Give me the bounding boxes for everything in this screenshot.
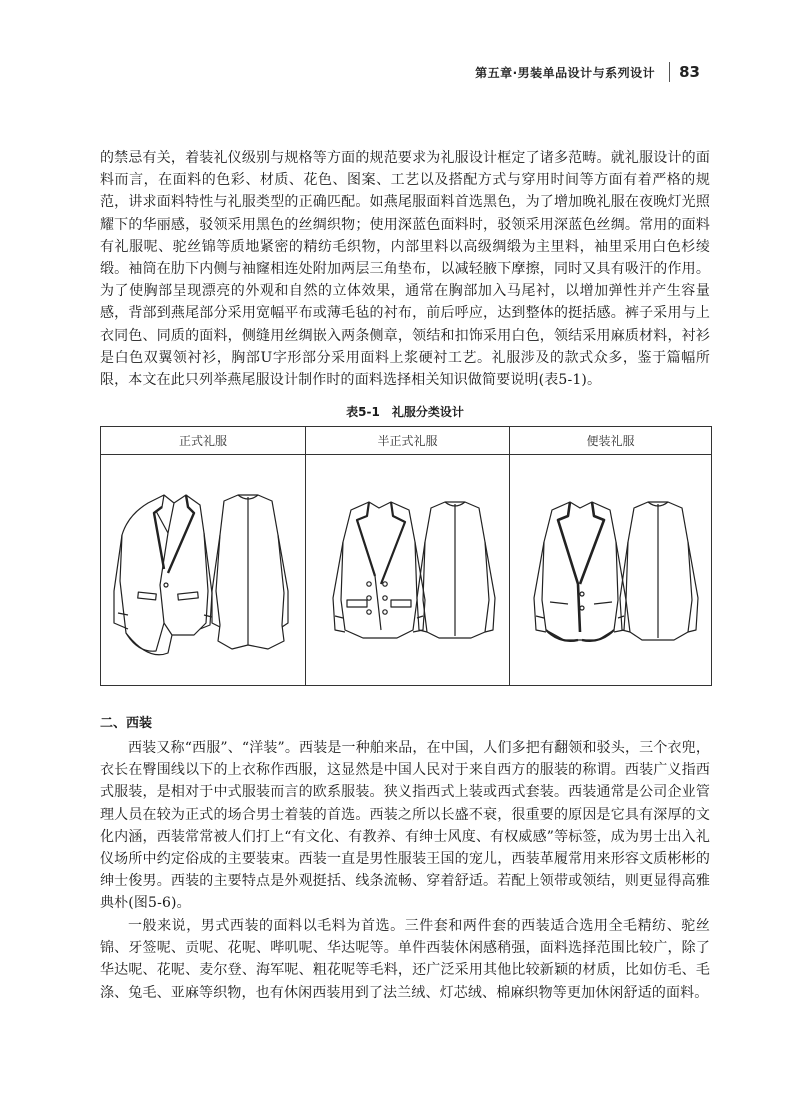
formal-cell <box>101 455 306 686</box>
semi-formal-cell <box>306 455 510 686</box>
running-header <box>475 62 700 82</box>
column-header-formal: 正式礼服 <box>101 427 306 455</box>
header-divider <box>669 62 670 82</box>
body-paragraph-2: 西装又称“西服”、“洋装”。西装是一种舶来品，在中国，人们多把有翻领和驳头，三个衣兜，衣长在臀围线以下的上衣称作西服，这显然是中国人民对于来自西方的服装的称谓。西装广义指西式服装，是相对于中式服装而言的欧系服装。狭义指西式上装或西式套装。西装通常是公司企业管理人员在较为正式的场合男士着装的首选。西装之所以长盛不衰，很重要的原因是它具有深厚的文化内涵，西装常常被人们打上“有文化、有教养、有绅士风度、有权威感”等标签，成为男士出入礼仪场所中约定俗成的主要装束。西装一直是男性服装王国的宠儿，西装革履常用来形容文质彬彬的绅士俊男。西装的主要特点是外观挺括、线条流畅、穿着舒适。若配上领带或领结，则更显得高雅典朴(图5-6)。 <box>100 740 710 912</box>
garment-table <box>100 426 712 686</box>
body-paragraph-1: 的禁忌有关，着装礼仪级别与规格等方面的规范要求为礼服设计框定了诸多范畴。就礼服设计的面料而言，在面料的色彩、材质、花色、图案、工艺以及搭配方式与穿用时间等方面有着严格的规范，讲求面料特性与礼服类型的正确匹配。如燕尾服面料首选黑色，为了增加晚礼服在夜晚灯光照耀下的华丽感，驳领采用黑色的丝绸织物；使用深蓝色面料时，驳领采用深蓝色丝绸。常用的面料有礼服呢、驼丝锦等质地紧密的精纺毛织物，内部里料以高级绸缎为主里料，袖里采用白色杉绫缎。袖筒在肋下内侧与袖窿相连处附加两层三角垫布，以减轻腋下摩擦，同时又具有吸汗的作用。为了使胸部呈现漂亮的外观和自然的立体效果，通常在胸部加入马尾衬，以增加弹性并产生容量感，背部到燕尾部分采用宽幅平布或薄毛毡的衬布，前后呼应，达到整体的挺括感。裤子采用与上衣同色、同质的面料，侧缝用丝绸嵌入两条侧章，领结和扣饰采用白色，领结采用麻质材料，衬衫是白色双翼领衬衫，胸部U字形部分采用面料上浆硬衬工艺。礼服涉及的款式众多，鉴于篇幅所限，本文在此只列举燕尾服设计制作时的面料选择相关知识做简要说明(表5-1)。 <box>100 150 710 389</box>
body-paragraph-3: 一般来说，男式西装的面料以毛料为首选。三件套和两件套的西装适合选用全毛精纺、驼丝锦、牙签呢、贡呢、花呢、哔叽呢、华达呢等。单件西装休闲感稍强，面料选择范围比较广，除了华达呢、花呢、麦尔登、海军呢、粗花呢等毛料，还广泛采用其他比较新颖的材质，比如仿毛、毛涤、兔毛、亚麻等织物，也有休闲西装用到了法兰绒、灯芯绒、棉麻织物等更加休闲舒适的面料。 <box>100 918 710 1001</box>
section-heading: 二、西装 <box>100 716 153 731</box>
column-header-semi-formal: 半正式礼服 <box>306 427 510 455</box>
chapter-title: 第五章·男装单品设计与系列设计 <box>475 65 656 80</box>
table-caption: 表5-1 礼服分类设计 <box>346 405 464 419</box>
casual-cell <box>510 455 712 686</box>
table-illustration-row <box>101 455 712 686</box>
table-header-row <box>101 427 712 455</box>
page-number: 83 <box>679 63 700 81</box>
semi-formal-double-breasted-drawing <box>313 480 503 660</box>
column-header-casual: 便装礼服 <box>510 427 712 455</box>
formal-tailcoat-drawing <box>108 473 298 668</box>
casual-blazer-drawing <box>516 480 706 660</box>
